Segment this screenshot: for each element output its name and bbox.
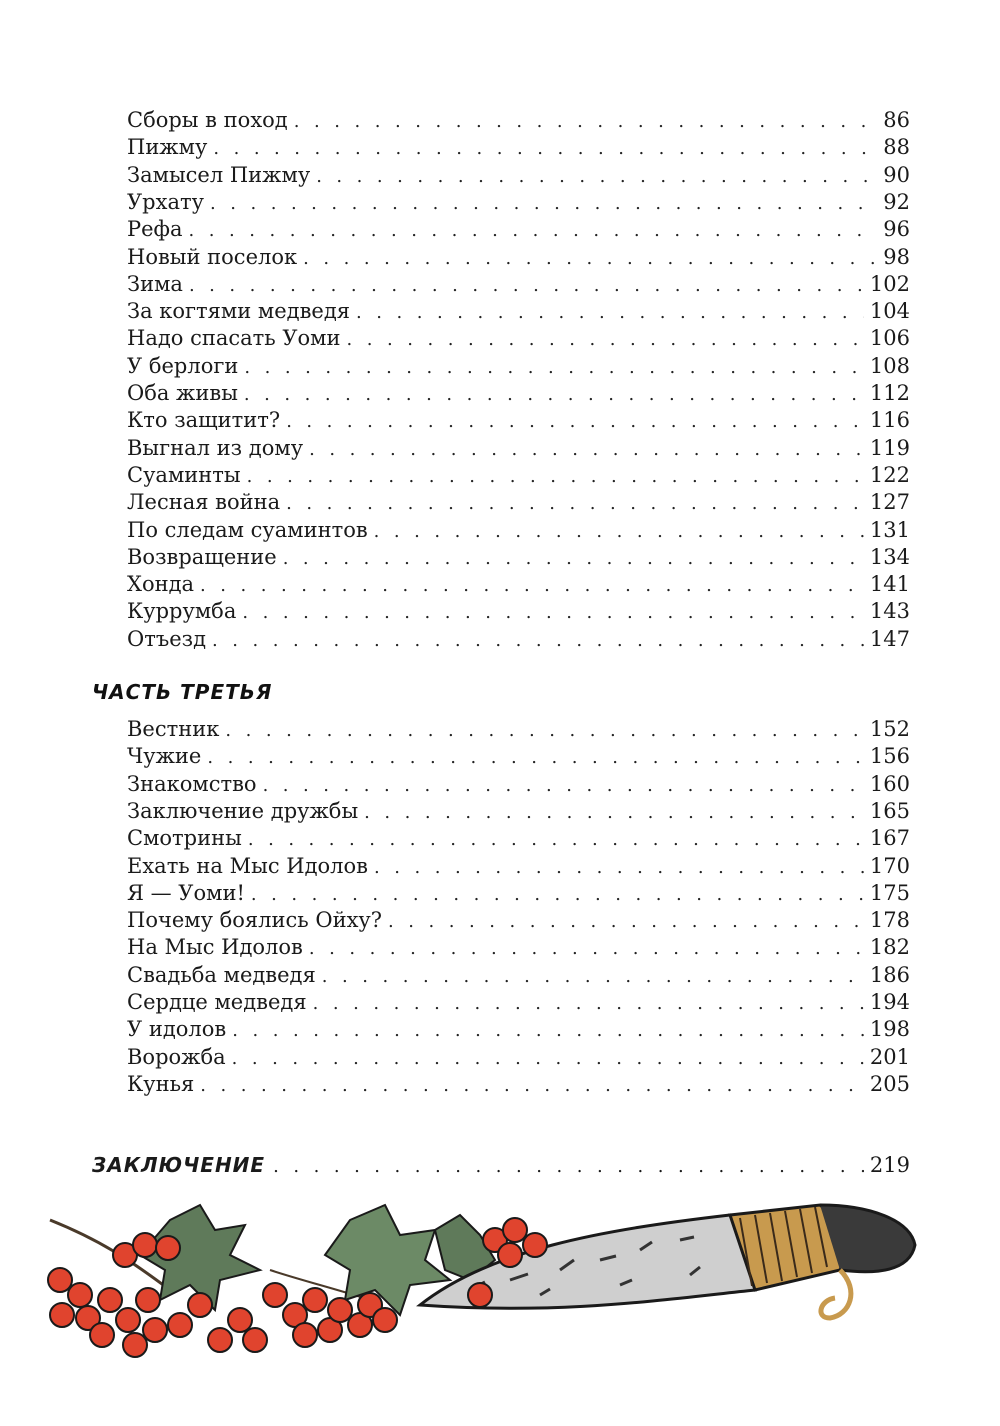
- toc-entry-page: 131: [869, 518, 910, 542]
- toc-entry-page: 141: [869, 572, 910, 596]
- dot-leader: [225, 717, 864, 745]
- dot-leader: [347, 326, 864, 354]
- rowan-berry: [50, 1303, 74, 1327]
- dot-leader: [232, 1045, 864, 1073]
- toc-entry-page: 219: [869, 1153, 910, 1177]
- toc-entry-title: Чужие: [127, 744, 202, 768]
- toc-entry-page: 170: [869, 854, 910, 878]
- rowan-berry: [523, 1233, 547, 1257]
- rowan-berry: [68, 1283, 92, 1307]
- dot-leader: [242, 599, 864, 627]
- toc-entry-title: Сердце медведя: [127, 990, 307, 1014]
- rowan-berry: [143, 1318, 167, 1342]
- toc-entry-title: Новый поселок: [127, 245, 298, 269]
- toc-entry[interactable]: [127, 133, 910, 161]
- toc-entry[interactable]: [127, 715, 910, 743]
- toc-entry-page: 127: [869, 490, 910, 514]
- rowan-berry: [293, 1323, 317, 1347]
- toc-entry[interactable]: [127, 570, 910, 598]
- toc-entry-page: 96: [883, 217, 910, 241]
- dot-leader: [207, 744, 864, 772]
- dot-leader: [244, 354, 864, 382]
- toc-entry-page: 88: [883, 135, 910, 159]
- toc-entry[interactable]: [127, 879, 910, 907]
- dot-leader: [286, 490, 864, 518]
- dot-leader: [251, 881, 864, 909]
- toc-entry-title: Оба живы: [127, 381, 238, 405]
- toc-entry-page: 186: [869, 963, 910, 987]
- toc-entry-page: 152: [869, 717, 910, 741]
- toc-entry-page: 116: [869, 408, 910, 432]
- toc-entry-title: Ехать на Мыс Идолов: [127, 854, 368, 878]
- rowan-berry: [328, 1298, 352, 1322]
- dot-leader: [273, 1152, 864, 1182]
- rowan-berry: [156, 1236, 180, 1260]
- rowan-berry: [133, 1233, 157, 1257]
- toc-entry[interactable]: [127, 461, 910, 489]
- dot-leader: [322, 963, 864, 991]
- dot-leader: [212, 627, 864, 655]
- rowan-berry: [468, 1283, 492, 1307]
- toc-entry[interactable]: [127, 297, 910, 325]
- toc-entry-title: Кто защитит?: [127, 408, 281, 432]
- rowan-berry: [168, 1313, 192, 1337]
- toc-entry-title: Зима: [127, 272, 183, 296]
- toc-entry-page: 102: [869, 272, 910, 296]
- rowan-berry: [98, 1288, 122, 1312]
- toc-entry-page: 122: [869, 463, 910, 487]
- rowan-berry: [228, 1308, 252, 1332]
- toc-entry-title: Вестник: [127, 717, 220, 741]
- toc-entry-page: 205: [869, 1072, 910, 1096]
- rowan-and-stone-knife-illustration: [40, 1200, 920, 1370]
- toc-entry-title: Кунья: [127, 1072, 195, 1096]
- dot-leader: [313, 990, 864, 1018]
- toc-entry-page: 104: [869, 299, 910, 323]
- toc-entry-title: Выгнал из дому: [127, 436, 304, 460]
- toc-entry-title: У идолов: [127, 1017, 227, 1041]
- toc-entry-title: Урхату: [127, 190, 204, 214]
- rowan-berry: [123, 1333, 147, 1357]
- toc-entry-title: Почему боялись Ойху?: [127, 908, 383, 932]
- toc-entry-page: 156: [869, 744, 910, 768]
- rowan-berry: [188, 1293, 212, 1317]
- dot-leader: [200, 572, 864, 600]
- dot-leader: [316, 163, 877, 191]
- rowan-berry: [136, 1288, 160, 1312]
- toc-entry-page: 119: [869, 436, 910, 460]
- toc-entry-title: Рефа: [127, 217, 183, 241]
- toc-entry[interactable]: [127, 352, 910, 380]
- dot-leader: [356, 299, 864, 327]
- toc-entry[interactable]: [127, 516, 910, 544]
- toc-entry-page: 201: [869, 1045, 910, 1069]
- toc-entry[interactable]: [127, 906, 910, 934]
- toc-entry-title: Сборы в поход: [127, 108, 288, 132]
- toc-entry-page: 134: [869, 545, 910, 569]
- toc-entry-title: Лесная война: [127, 490, 281, 514]
- toc-entry-title: Ворожба: [127, 1045, 226, 1069]
- toc-entry[interactable]: [127, 543, 910, 571]
- dot-leader: [247, 463, 864, 491]
- toc-entry-page: 86: [883, 108, 910, 132]
- toc-entry-title: Возвращение: [127, 545, 277, 569]
- toc-entry[interactable]: [127, 106, 910, 134]
- toc-entry-title: Куррумба: [127, 599, 237, 623]
- toc-entry[interactable]: [127, 742, 910, 770]
- toc-entry[interactable]: [127, 625, 910, 653]
- dot-leader: [364, 799, 864, 827]
- toc-entry[interactable]: [127, 852, 910, 880]
- toc-entry-title: По следам суаминтов: [127, 518, 368, 542]
- toc-entry-page: 143: [869, 599, 910, 623]
- toc-entry[interactable]: [127, 379, 910, 407]
- part-three-heading: ЧАСТЬ ТРЕТЬЯ: [92, 680, 273, 704]
- toc-entry[interactable]: [127, 434, 910, 462]
- toc-entry[interactable]: [127, 797, 910, 825]
- toc-entry[interactable]: [127, 770, 910, 798]
- rowan-berry: [116, 1308, 140, 1332]
- toc-entry[interactable]: [127, 1070, 910, 1098]
- dot-leader: [303, 245, 877, 273]
- toc-entry-page: 108: [869, 354, 910, 378]
- toc-entry[interactable]: [127, 324, 910, 352]
- rowan-berry: [263, 1283, 287, 1307]
- toc-entry-title: Заключение дружбы: [127, 799, 359, 823]
- toc-entry[interactable]: [127, 961, 910, 989]
- toc-entry[interactable]: [127, 1043, 910, 1071]
- dot-leader: [248, 826, 864, 854]
- dot-leader: [374, 518, 864, 546]
- toc-entry-title: Знакомство: [127, 772, 257, 796]
- dot-leader: [263, 772, 864, 800]
- toc-entry-title: У берлоги: [127, 354, 239, 378]
- toc-entry[interactable]: [127, 188, 910, 216]
- rowan-berry: [48, 1268, 72, 1292]
- toc-entry[interactable]: [127, 597, 910, 625]
- toc-entry-conclusion[interactable]: [92, 1150, 910, 1180]
- toc-entry-title: Суаминты: [127, 463, 241, 487]
- toc-entry[interactable]: [127, 488, 910, 516]
- toc-entry-page: 175: [869, 881, 910, 905]
- toc-entry-page: 106: [869, 326, 910, 350]
- toc-entry-title: За когтями медведя: [127, 299, 351, 323]
- toc-entry-title: Пижму: [127, 135, 208, 159]
- dot-leader: [286, 408, 864, 436]
- dot-leader: [200, 1072, 864, 1100]
- toc-entry-page: 147: [869, 627, 910, 651]
- toc-entry[interactable]: [127, 215, 910, 243]
- toc-entry-title: Отъезд: [127, 627, 207, 651]
- toc-entry-page: 194: [869, 990, 910, 1014]
- toc-entry-title: Надо спасать Уоми: [127, 326, 341, 350]
- toc-entry[interactable]: [127, 1015, 910, 1043]
- toc-entry[interactable]: [127, 270, 910, 298]
- dot-leader: [309, 935, 864, 963]
- toc-entry-page: 167: [869, 826, 910, 850]
- toc-entry-page: 178: [869, 908, 910, 932]
- toc-entry[interactable]: [127, 988, 910, 1016]
- dot-leader: [213, 135, 877, 163]
- dot-leader: [388, 908, 864, 936]
- rowan-berry: [303, 1288, 327, 1312]
- toc-entry-page: 90: [883, 163, 910, 187]
- dot-leader: [309, 436, 864, 464]
- toc-entry-title: ЗАКЛЮЧЕНИЕ: [92, 1153, 266, 1177]
- dot-leader: [374, 854, 864, 882]
- rowan-berry: [90, 1323, 114, 1347]
- toc-entry[interactable]: [127, 406, 910, 434]
- toc-entry-page: 92: [883, 190, 910, 214]
- dot-leader: [189, 272, 864, 300]
- rowan-berry: [243, 1328, 267, 1352]
- toc-entry-title: Хонда: [127, 572, 195, 596]
- dot-leader: [189, 217, 878, 245]
- toc-entry[interactable]: [127, 933, 910, 961]
- toc-entry-title: На Мыс Идолов: [127, 935, 303, 959]
- rowan-berry: [498, 1243, 522, 1267]
- toc-entry-title: Я — Уоми!: [127, 881, 245, 905]
- toc-entry-page: 160: [869, 772, 910, 796]
- rowan-berry: [503, 1218, 527, 1242]
- dot-leader: [283, 545, 864, 573]
- rowan-berry: [373, 1308, 397, 1332]
- dot-leader: [210, 190, 877, 218]
- toc-entry-page: 198: [869, 1017, 910, 1041]
- toc-entry-page: 165: [869, 799, 910, 823]
- toc-entry-title: Замысел Пижму: [127, 163, 311, 187]
- dot-leader: [294, 108, 878, 136]
- toc-entry[interactable]: [127, 243, 910, 271]
- toc-entry-page: 182: [869, 935, 910, 959]
- toc-entry-title: Свадьба медведя: [127, 963, 316, 987]
- dot-leader: [244, 381, 864, 409]
- toc-entry[interactable]: [127, 161, 910, 189]
- toc-entry-page: 112: [869, 381, 910, 405]
- toc-entry-title: Смотрины: [127, 826, 242, 850]
- toc-entry-page: 98: [883, 245, 910, 269]
- toc-entry[interactable]: [127, 824, 910, 852]
- rowan-berry: [208, 1328, 232, 1352]
- dot-leader: [232, 1017, 864, 1045]
